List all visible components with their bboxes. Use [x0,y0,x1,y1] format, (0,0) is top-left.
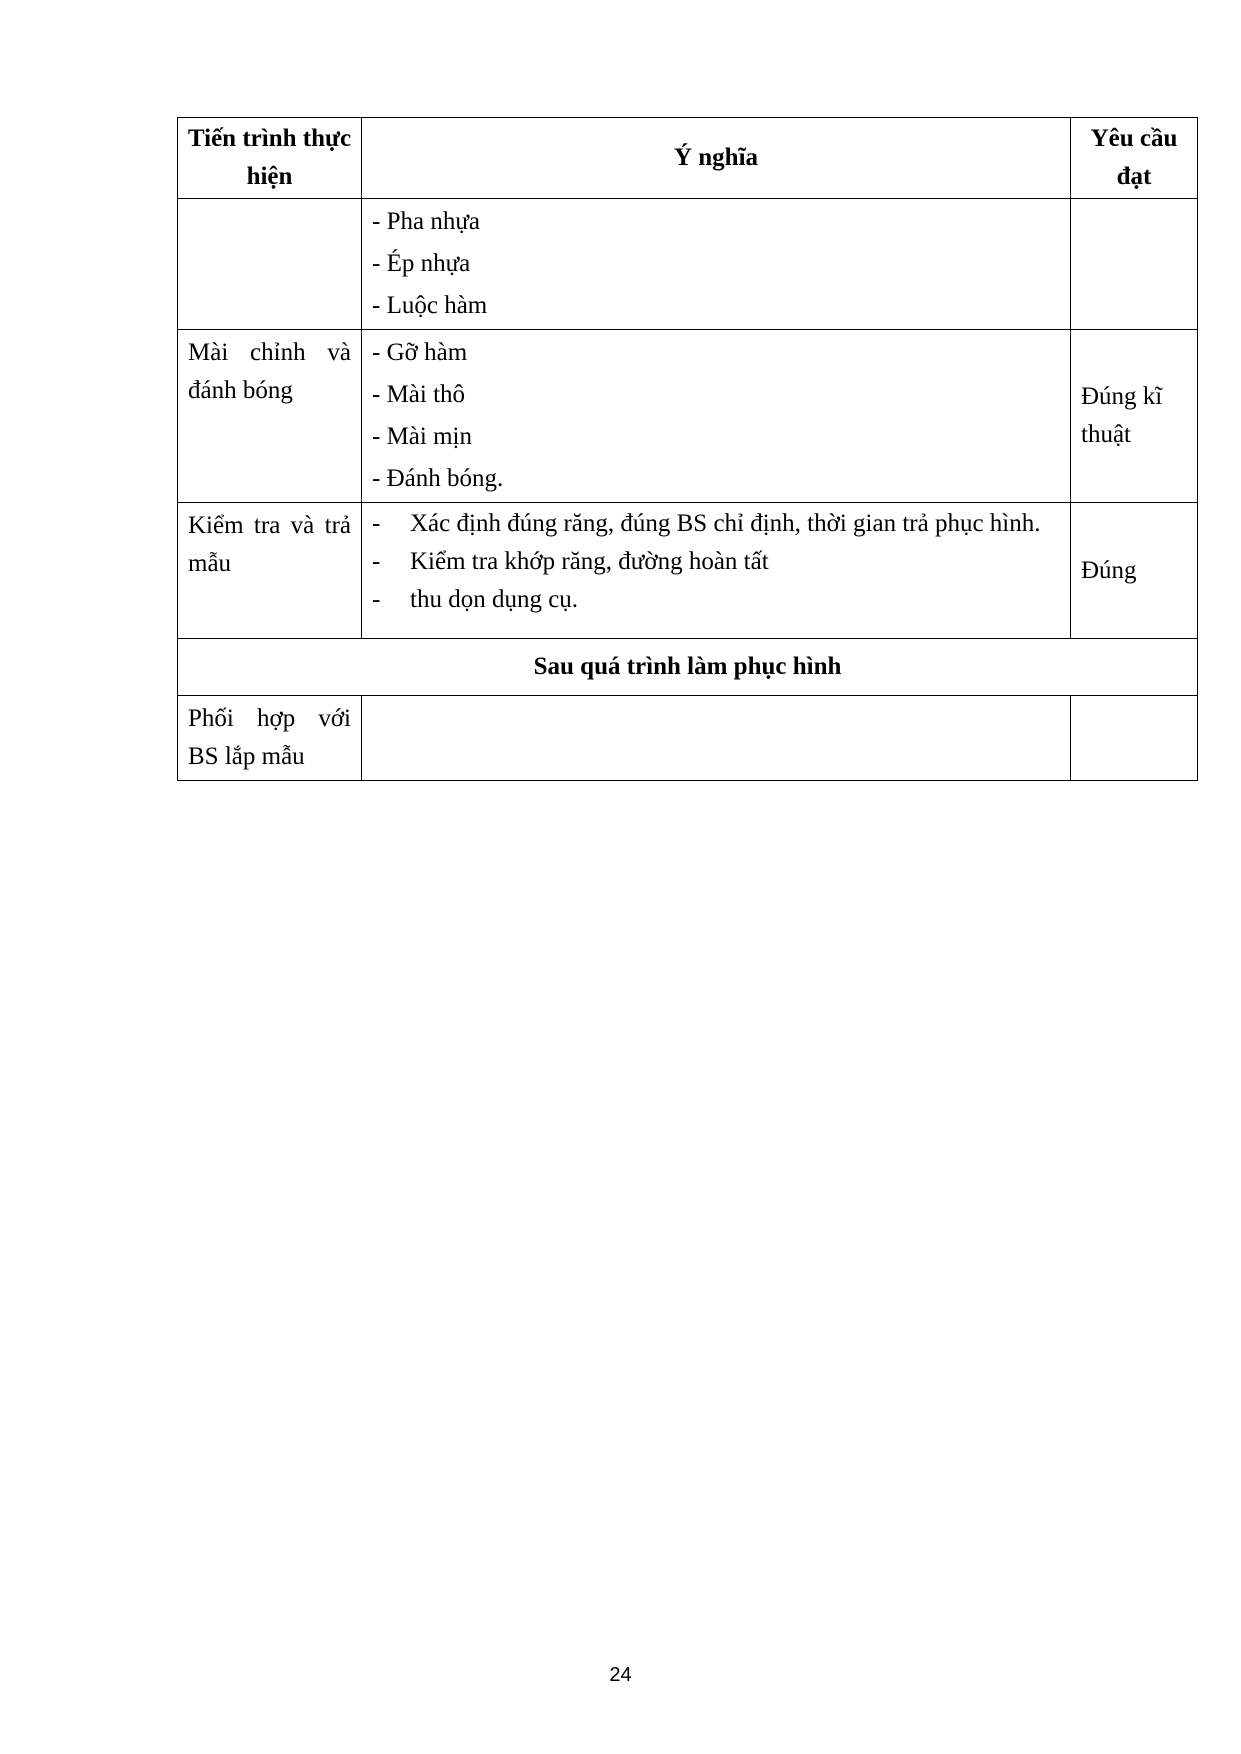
list-item: - Mài thô [372,381,466,408]
header-requirement: Yêu cầu đạt [1071,118,1198,199]
requirement-cell: Đúng kĩ thuật [1071,330,1198,503]
step-cell: Kiểm tra và trả mẫu [178,503,362,639]
list-item [372,543,1060,581]
table-row [178,199,1198,330]
header-meaning: Ý nghĩa [362,118,1071,199]
meaning-cell [362,330,1071,503]
list-item: - Ép nhựa [372,250,471,277]
header-step: Tiến trình thực hiện [178,118,362,199]
list-item: - Gỡ hàm [372,339,468,366]
section-row [178,639,1198,696]
list-item [372,581,1060,619]
table-header-row [178,118,1198,199]
step-cell [178,199,362,330]
requirement-cell [1071,696,1198,781]
list-item-text: Kiểm tra khớp răng, đường hoàn tất [410,548,769,575]
page-number: 24 [609,1664,632,1686]
bullet-dash: - [372,510,381,537]
table-row [178,330,1198,503]
step-cell: Phối hợp với BS lắp mẫu [178,696,362,781]
list-item: - Đánh bóng. [372,465,504,492]
table-row [178,503,1198,639]
section-title: Sau quá trình làm phục hình [178,639,1198,696]
meaning-cell [362,199,1071,330]
list-item: - Mài mịn [372,423,472,450]
list-item-text: Xác định đúng răng, đúng BS chỉ định, thời gian trả phục hình. [410,510,1041,537]
dash-list [372,505,1060,619]
step-cell: Mài chỉnh và đánh bóng [178,330,362,503]
bullet-dash: - [372,548,381,575]
requirement-cell: Đúng [1071,503,1198,639]
requirement-cell [1071,199,1198,330]
procedure-table [177,117,1198,781]
bullet-dash: - [372,586,381,613]
list-item: - Pha nhựa [372,208,480,235]
list-item: - Luộc hàm [372,292,488,319]
table-row [178,696,1198,781]
list-item [372,505,1060,543]
meaning-cell [362,696,1071,781]
list-item-text: thu dọn dụng cụ. [410,586,579,613]
meaning-cell [362,503,1071,639]
